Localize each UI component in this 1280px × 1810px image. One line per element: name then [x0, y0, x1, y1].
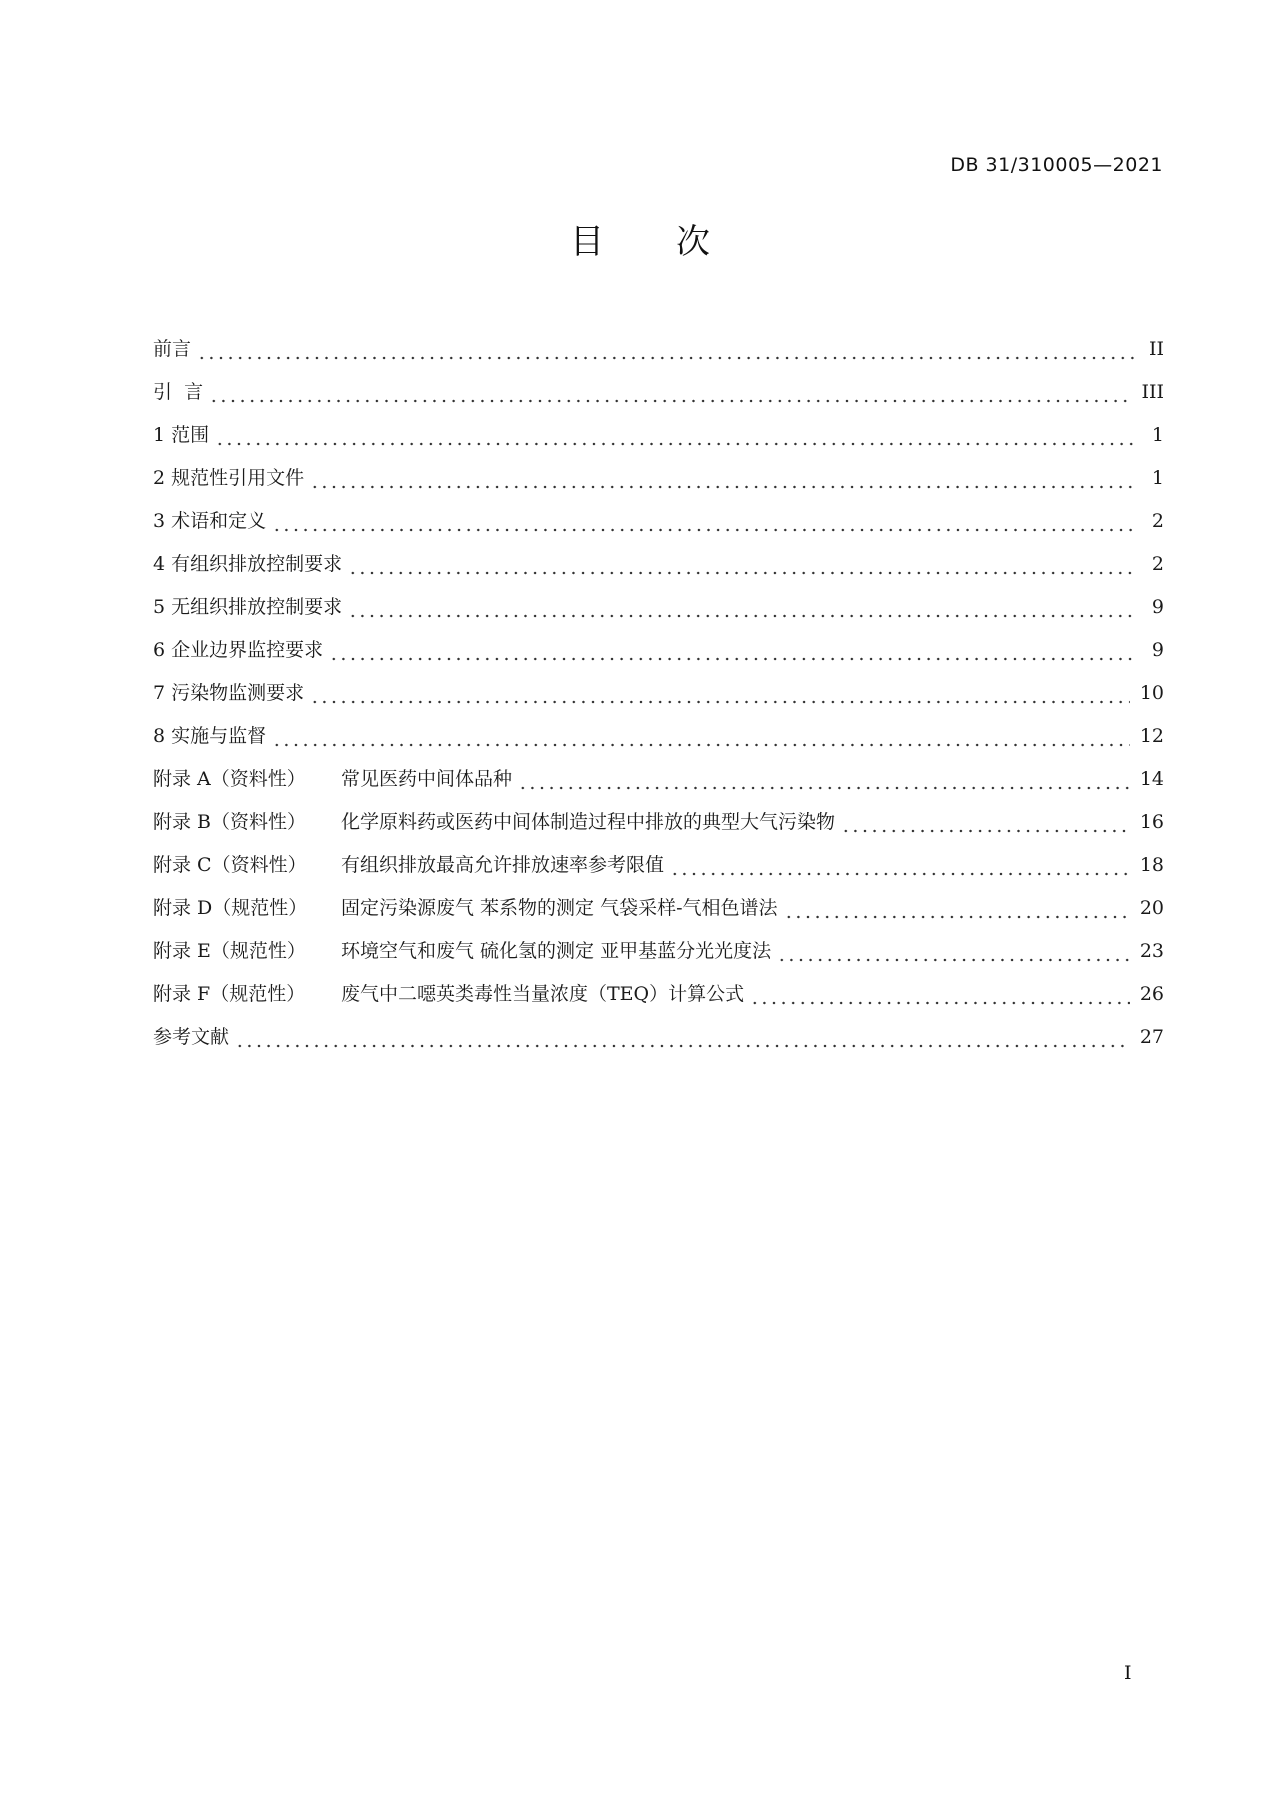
- toc-entry-page: II: [1148, 338, 1164, 360]
- toc-entry-page: 26: [1139, 983, 1164, 1005]
- toc-entry-label: [153, 758, 516, 801]
- toc-entry-page: 23: [1139, 940, 1164, 962]
- dot-leader: [518, 758, 1130, 801]
- appendix-title: 化学原料药或医药中间体制造过程中排放的典型大气污染物: [341, 811, 836, 833]
- toc-entry-label-text: 引 言: [153, 381, 204, 403]
- appendix-prefix: 附录 B（资料性）: [153, 811, 307, 833]
- toc-entry-label: 5 无组织排放控制要求: [153, 596, 343, 618]
- toc-entry-bibliography[interactable]: [153, 1016, 1164, 1059]
- dot-leader: [310, 457, 1138, 500]
- toc-entry-page: 9: [1151, 639, 1164, 661]
- toc-entry-page: 16: [1139, 811, 1164, 833]
- toc-entry-page: 2: [1151, 510, 1164, 532]
- toc-entry-label: [153, 801, 839, 844]
- toc-entry-label: 前言: [153, 338, 192, 360]
- appendix-title: 固定污染源废气 苯系物的测定 气袋采样-气相色谱法: [341, 897, 778, 919]
- appendix-prefix: 附录 A（资料性）: [153, 768, 306, 790]
- toc-entry-label: 3 术语和定义: [153, 510, 267, 532]
- toc-entry-page: 10: [1139, 682, 1164, 704]
- appendix-title: 有组织排放最高允许排放速率参考限值: [341, 854, 665, 876]
- dot-leader: [235, 1016, 1130, 1059]
- toc-entry-page: 1: [1151, 467, 1164, 489]
- toc-entry-label: [153, 844, 668, 887]
- dot-leader: [777, 930, 1130, 973]
- toc-entry-foreword[interactable]: [153, 328, 1164, 371]
- appendix-title: 环境空气和废气 硫化氢的测定 亚甲基蓝分光光度法: [341, 940, 772, 962]
- appendix-prefix: 附录 E（规范性）: [153, 940, 306, 962]
- toc-entry-appendix-f[interactable]: [153, 973, 1164, 1016]
- toc-entry-page: 20: [1139, 897, 1164, 919]
- toc-entry-label: 6 企业边界监控要求: [153, 639, 324, 661]
- toc-entry-organized-emission[interactable]: [153, 543, 1164, 586]
- toc-entry-normative-references[interactable]: [153, 457, 1164, 500]
- dot-leader: [272, 500, 1138, 543]
- toc-entry-implementation[interactable]: [153, 715, 1164, 758]
- toc-entry-label: [153, 930, 775, 973]
- toc-entry-page: 1: [1151, 424, 1164, 446]
- title-char-2: 次: [676, 222, 710, 262]
- toc-entry-appendix-e[interactable]: [153, 930, 1164, 973]
- dot-leader: [841, 801, 1130, 844]
- dot-leader: [215, 414, 1138, 457]
- toc-entry-introduction[interactable]: [153, 371, 1164, 414]
- toc-entry-appendix-c[interactable]: [153, 844, 1164, 887]
- toc-entry-label: 4 有组织排放控制要求: [153, 553, 343, 575]
- toc-entry-label: [153, 887, 782, 930]
- toc-entry-label: 1 范围: [153, 424, 210, 446]
- toc-entry-scope[interactable]: [153, 414, 1164, 457]
- dot-leader: [272, 715, 1130, 758]
- toc-entry-label: [153, 973, 748, 1016]
- appendix-prefix: 附录 F（规范性）: [153, 983, 306, 1005]
- toc-entry-label: 8 实施与监督: [153, 725, 267, 747]
- toc-entry-pollutant-monitoring[interactable]: [153, 672, 1164, 715]
- toc-entry-terms[interactable]: [153, 500, 1164, 543]
- page-number: I: [1124, 1662, 1132, 1684]
- toc-entry-label: 2 规范性引用文件: [153, 467, 305, 489]
- toc-entry-fugitive-emission[interactable]: [153, 586, 1164, 629]
- appendix-prefix: 附录 D（规范性）: [153, 897, 308, 919]
- toc-entry-page: III: [1141, 381, 1164, 403]
- dot-leader: [310, 672, 1130, 715]
- toc-entry-boundary-monitoring[interactable]: [153, 629, 1164, 672]
- dot-leader: [348, 586, 1138, 629]
- dot-leader: [329, 629, 1138, 672]
- toc-entry-appendix-a[interactable]: [153, 758, 1164, 801]
- toc-entry-page: 9: [1151, 596, 1164, 618]
- toc-entry-page: 2: [1151, 553, 1164, 575]
- appendix-title: 常见医药中间体品种: [341, 768, 513, 790]
- toc-entry-page: 14: [1139, 768, 1164, 790]
- appendix-prefix: 附录 C（资料性）: [153, 854, 307, 876]
- standard-code: DB 31/310005—2021: [950, 154, 1163, 176]
- dot-leader: [784, 887, 1130, 930]
- dot-leader: [750, 973, 1130, 1016]
- table-of-contents: [153, 328, 1164, 1059]
- title-char-1: 目: [570, 222, 604, 262]
- dot-leader: [348, 543, 1138, 586]
- page-title: [0, 214, 1280, 263]
- toc-entry-label: 参考文献: [153, 1026, 230, 1048]
- dot-leader: [197, 328, 1138, 371]
- dot-leader: [670, 844, 1130, 887]
- toc-entry-label: 7 污染物监测要求: [153, 682, 305, 704]
- toc-entry-page: 27: [1139, 1026, 1164, 1048]
- toc-entry-page: 12: [1139, 725, 1164, 747]
- toc-entry-appendix-d[interactable]: [153, 887, 1164, 930]
- toc-entry-appendix-b[interactable]: [153, 801, 1164, 844]
- toc-entry-label: [153, 371, 207, 414]
- toc-entry-page: 18: [1139, 854, 1164, 876]
- dot-leader: [209, 371, 1131, 414]
- appendix-title: 废气中二噁英类毒性当量浓度（TEQ）计算公式: [341, 983, 745, 1005]
